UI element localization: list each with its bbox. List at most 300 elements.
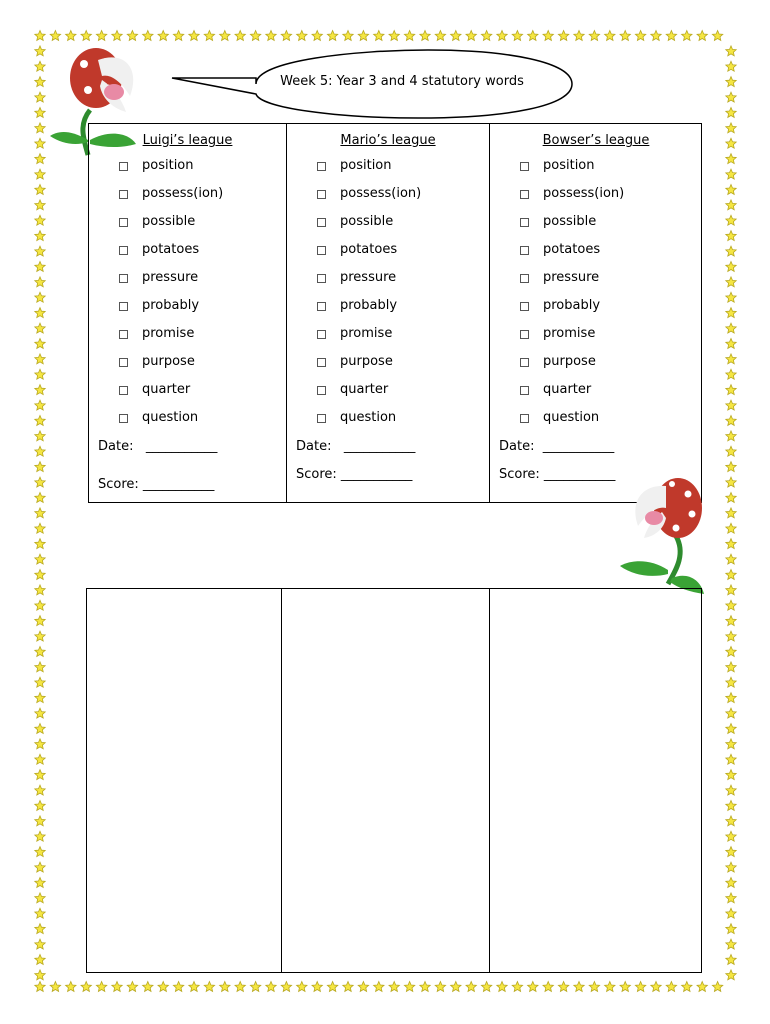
bubble-title: Week 5: Year 3 and 4 statutory words	[280, 74, 524, 89]
star-icon	[697, 982, 707, 992]
checkbox[interactable]	[317, 386, 326, 395]
list-item	[520, 268, 702, 296]
word: possible	[543, 214, 597, 229]
star-icon	[589, 982, 599, 992]
star-icon	[35, 185, 45, 195]
star-icon	[726, 816, 736, 826]
checkbox[interactable]	[520, 358, 529, 367]
star-icon	[726, 92, 736, 102]
word: question	[543, 410, 600, 425]
star-icon	[726, 262, 736, 272]
word: probably	[543, 298, 601, 313]
star-icon	[35, 801, 45, 811]
star-icon	[712, 31, 722, 41]
word: position	[340, 158, 392, 173]
star-icon	[35, 785, 45, 795]
star-icon	[143, 31, 153, 41]
star-icon	[481, 982, 491, 992]
league-column-mario	[287, 124, 490, 502]
star-icon	[35, 570, 45, 580]
star-icon	[635, 31, 645, 41]
word: possess(ion)	[142, 186, 224, 201]
list-item	[317, 184, 489, 212]
word: promise	[340, 326, 393, 341]
star-icon	[250, 982, 260, 992]
star-icon	[682, 982, 692, 992]
star-icon	[35, 708, 45, 718]
star-icon	[158, 982, 168, 992]
star-icon	[726, 354, 736, 364]
star-icon	[726, 123, 736, 133]
star-icon	[35, 154, 45, 164]
star-icon	[158, 31, 168, 41]
star-icon	[726, 508, 736, 518]
checkbox[interactable]	[119, 246, 128, 255]
star-icon	[726, 539, 736, 549]
star-icon	[35, 508, 45, 518]
checkbox[interactable]	[119, 274, 128, 283]
star-icon	[112, 31, 122, 41]
checkbox[interactable]	[520, 246, 529, 255]
star-icon	[726, 308, 736, 318]
star-icon	[726, 600, 736, 610]
star-icon	[297, 982, 307, 992]
star-icon	[435, 982, 445, 992]
star-icon	[726, 862, 736, 872]
star-icon	[35, 462, 45, 472]
league-column-bowser	[490, 124, 702, 502]
checkbox[interactable]	[520, 274, 529, 283]
star-icon	[35, 385, 45, 395]
star-icon	[512, 982, 522, 992]
star-icon	[358, 31, 368, 41]
star-icon	[220, 982, 230, 992]
star-icon	[420, 982, 430, 992]
star-icon	[204, 982, 214, 992]
star-icon	[35, 754, 45, 764]
star-icon	[35, 982, 45, 992]
star-icon	[605, 982, 615, 992]
star-icon	[327, 31, 337, 41]
star-icon	[35, 416, 45, 426]
star-icon	[726, 400, 736, 410]
list-item	[119, 380, 286, 408]
star-icon	[220, 31, 230, 41]
checkbox[interactable]	[520, 386, 529, 395]
checkbox[interactable]	[317, 330, 326, 339]
checkbox[interactable]	[119, 358, 128, 367]
list-item	[119, 408, 286, 436]
star-icon	[35, 138, 45, 148]
score-field[interactable]: Score: ___________	[98, 477, 215, 492]
star-icon	[81, 31, 91, 41]
star-icon	[726, 616, 736, 626]
star-icon	[266, 31, 276, 41]
list-item	[520, 212, 702, 240]
list-item	[520, 296, 702, 324]
star-icon	[682, 31, 692, 41]
star-icon	[726, 847, 736, 857]
star-icon	[35, 724, 45, 734]
checkbox[interactable]	[119, 386, 128, 395]
star-icon	[112, 982, 122, 992]
league-column-luigi	[89, 124, 287, 502]
star-icon	[528, 982, 538, 992]
star-icon	[35, 231, 45, 241]
star-icon	[35, 446, 45, 456]
checkbox[interactable]	[119, 414, 128, 423]
star-icon	[543, 982, 553, 992]
word: purpose	[142, 354, 195, 369]
star-icon	[726, 369, 736, 379]
word-list	[317, 156, 489, 436]
star-icon	[312, 982, 322, 992]
star-icon	[173, 982, 183, 992]
star-icon	[35, 554, 45, 564]
checkbox[interactable]	[520, 162, 529, 171]
star-icon	[327, 982, 337, 992]
checkbox[interactable]	[317, 218, 326, 227]
score-field[interactable]: Score: ___________	[499, 467, 616, 482]
star-icon	[651, 982, 661, 992]
list-item	[119, 324, 286, 352]
star-icon	[35, 893, 45, 903]
list-item	[119, 352, 286, 380]
star-icon	[543, 31, 553, 41]
star-icon	[189, 31, 199, 41]
star-icon	[558, 982, 568, 992]
star-icon	[343, 982, 353, 992]
star-icon	[726, 46, 736, 56]
star-icon	[726, 446, 736, 456]
star-icon	[250, 31, 260, 41]
list-item	[317, 296, 489, 324]
star-icon	[726, 585, 736, 595]
star-icon	[35, 847, 45, 857]
word: pressure	[340, 270, 397, 285]
star-icon	[81, 982, 91, 992]
star-icon	[35, 77, 45, 87]
list-item	[520, 156, 702, 184]
star-icon	[35, 169, 45, 179]
star-icon	[726, 523, 736, 533]
star-icon	[481, 31, 491, 41]
list-item	[317, 380, 489, 408]
star-icon	[451, 982, 461, 992]
star-icon	[726, 754, 736, 764]
star-icon	[574, 31, 584, 41]
star-icon	[726, 200, 736, 210]
star-icon	[127, 31, 137, 41]
star-icon	[726, 693, 736, 703]
star-icon	[389, 982, 399, 992]
star-icon	[726, 462, 736, 472]
star-icon	[173, 31, 183, 41]
star-icon	[35, 292, 45, 302]
list-item	[119, 184, 286, 212]
checkbox[interactable]	[119, 218, 128, 227]
piranha-plant-icon	[616, 474, 706, 600]
star-icon	[451, 31, 461, 41]
star-icon	[404, 982, 414, 992]
star-icon	[726, 570, 736, 580]
checkbox[interactable]	[317, 274, 326, 283]
star-icon	[726, 677, 736, 687]
checkbox[interactable]	[317, 414, 326, 423]
spelling-table	[88, 123, 702, 503]
star-icon	[726, 893, 736, 903]
star-icon	[35, 631, 45, 641]
word: question	[142, 410, 199, 425]
star-icon	[35, 878, 45, 888]
star-icon	[620, 982, 630, 992]
star-icon	[726, 924, 736, 934]
star-icon	[297, 31, 307, 41]
star-icon	[35, 955, 45, 965]
word: potatoes	[543, 242, 601, 257]
checkbox[interactable]	[317, 190, 326, 199]
star-icon	[35, 61, 45, 71]
list-item	[119, 296, 286, 324]
star-icon	[528, 31, 538, 41]
checkbox[interactable]	[317, 162, 326, 171]
checkbox[interactable]	[317, 246, 326, 255]
star-icon	[605, 31, 615, 41]
list-item	[317, 212, 489, 240]
star-icon	[35, 354, 45, 364]
star-icon	[35, 493, 45, 503]
star-icon	[35, 369, 45, 379]
star-icon	[35, 539, 45, 549]
star-icon	[235, 982, 245, 992]
star-icon	[35, 970, 45, 980]
star-icon	[497, 31, 507, 41]
checkbox[interactable]	[119, 190, 128, 199]
star-icon	[726, 246, 736, 256]
star-icon	[558, 31, 568, 41]
date-field[interactable]: Date: ___________	[98, 439, 218, 454]
star-icon	[420, 31, 430, 41]
star-icon	[96, 31, 106, 41]
score-field[interactable]: Score: ___________	[296, 467, 413, 482]
star-icon	[35, 46, 45, 56]
star-icon	[374, 982, 384, 992]
list-item	[317, 324, 489, 352]
checkbox[interactable]	[119, 162, 128, 171]
star-icon	[35, 585, 45, 595]
star-icon	[50, 982, 60, 992]
star-icon	[512, 31, 522, 41]
star-icon	[726, 493, 736, 503]
list-item	[520, 184, 702, 212]
star-icon	[35, 523, 45, 533]
star-icon	[726, 292, 736, 302]
star-icon	[35, 31, 45, 41]
star-icon	[726, 61, 736, 71]
date-field[interactable]: Date: ___________	[296, 439, 416, 454]
word: possible	[340, 214, 394, 229]
star-icon	[35, 200, 45, 210]
star-icon	[389, 31, 399, 41]
star-icon	[726, 554, 736, 564]
star-icon	[726, 785, 736, 795]
word: purpose	[543, 354, 596, 369]
checkbox[interactable]	[520, 414, 529, 423]
list-item	[520, 408, 702, 436]
star-icon	[35, 677, 45, 687]
checkbox[interactable]	[317, 302, 326, 311]
star-icon	[726, 416, 736, 426]
star-icon	[35, 924, 45, 934]
list-item	[317, 268, 489, 296]
star-icon	[281, 982, 291, 992]
star-icon	[35, 400, 45, 410]
star-icon	[726, 801, 736, 811]
star-icon	[35, 308, 45, 318]
word: question	[340, 410, 397, 425]
star-icon	[726, 323, 736, 333]
star-icon	[726, 231, 736, 241]
star-icon	[35, 600, 45, 610]
star-icon	[35, 123, 45, 133]
list-item	[520, 324, 702, 352]
list-item	[520, 352, 702, 380]
list-item	[119, 268, 286, 296]
word: purpose	[340, 354, 393, 369]
star-icon	[697, 31, 707, 41]
word: quarter	[142, 382, 191, 397]
star-icon	[35, 693, 45, 703]
star-icon	[35, 816, 45, 826]
list-item	[520, 240, 702, 268]
star-icon	[66, 982, 76, 992]
league-title: Bowser’s league	[542, 133, 650, 148]
star-icon	[66, 31, 76, 41]
star-icon	[35, 831, 45, 841]
checkbox[interactable]	[520, 218, 529, 227]
star-icon	[143, 982, 153, 992]
checkbox[interactable]	[317, 358, 326, 367]
checkbox[interactable]	[520, 190, 529, 199]
star-icon	[235, 31, 245, 41]
star-icon	[35, 246, 45, 256]
writing-box[interactable]	[281, 588, 490, 973]
star-icon	[726, 77, 736, 87]
star-icon	[712, 982, 722, 992]
star-icon	[466, 31, 476, 41]
word: promise	[543, 326, 596, 341]
star-icon	[726, 154, 736, 164]
star-icon	[726, 939, 736, 949]
word: position	[142, 158, 194, 173]
star-icon	[726, 138, 736, 148]
star-icon	[204, 31, 214, 41]
word: possess(ion)	[543, 186, 625, 201]
star-icon	[651, 31, 661, 41]
star-icon	[35, 939, 45, 949]
word: quarter	[543, 382, 592, 397]
star-icon	[435, 31, 445, 41]
list-item	[119, 156, 286, 184]
star-icon	[726, 970, 736, 980]
word: pressure	[142, 270, 199, 285]
star-icon	[726, 770, 736, 780]
word: possible	[142, 214, 196, 229]
star-icon	[726, 908, 736, 918]
star-icon	[726, 431, 736, 441]
word: promise	[142, 326, 195, 341]
word: probably	[340, 298, 398, 313]
star-icon	[726, 108, 736, 118]
word: position	[543, 158, 595, 173]
date-field[interactable]: Date: ___________	[499, 439, 615, 454]
star-icon	[35, 262, 45, 272]
star-icon	[343, 31, 353, 41]
word-list	[119, 156, 286, 436]
star-icon	[726, 708, 736, 718]
writing-box[interactable]	[489, 588, 702, 973]
checkbox[interactable]	[520, 330, 529, 339]
star-icon	[281, 31, 291, 41]
star-icon	[589, 31, 599, 41]
star-icon	[726, 385, 736, 395]
star-icon	[726, 277, 736, 287]
star-icon	[726, 831, 736, 841]
star-icon	[35, 770, 45, 780]
star-icon	[35, 92, 45, 102]
word: potatoes	[340, 242, 398, 257]
star-icon	[404, 31, 414, 41]
star-icon	[35, 862, 45, 872]
word: probably	[142, 298, 200, 313]
star-icon	[358, 982, 368, 992]
list-item	[317, 156, 489, 184]
star-icon	[666, 982, 676, 992]
word-list	[520, 156, 702, 436]
star-icon	[312, 31, 322, 41]
star-icon	[726, 631, 736, 641]
writing-box[interactable]	[86, 588, 282, 973]
star-icon	[35, 616, 45, 626]
checkbox[interactable]	[520, 302, 529, 311]
star-icon	[35, 323, 45, 333]
league-title: Mario’s league	[340, 133, 436, 148]
star-icon	[35, 739, 45, 749]
star-icon	[726, 169, 736, 179]
word: potatoes	[142, 242, 200, 257]
star-icon	[726, 739, 736, 749]
star-icon	[35, 908, 45, 918]
star-icon	[50, 31, 60, 41]
star-icon	[726, 215, 736, 225]
checkbox[interactable]	[119, 302, 128, 311]
star-icon	[666, 31, 676, 41]
star-icon	[266, 982, 276, 992]
checkbox[interactable]	[119, 330, 128, 339]
star-icon	[726, 647, 736, 657]
star-icon	[35, 647, 45, 657]
star-icon	[35, 339, 45, 349]
word: quarter	[340, 382, 389, 397]
star-icon	[726, 662, 736, 672]
star-icon	[726, 185, 736, 195]
star-icon	[96, 982, 106, 992]
star-icon	[35, 477, 45, 487]
star-icon	[726, 724, 736, 734]
star-icon	[466, 982, 476, 992]
star-icon	[574, 982, 584, 992]
star-icon	[635, 982, 645, 992]
